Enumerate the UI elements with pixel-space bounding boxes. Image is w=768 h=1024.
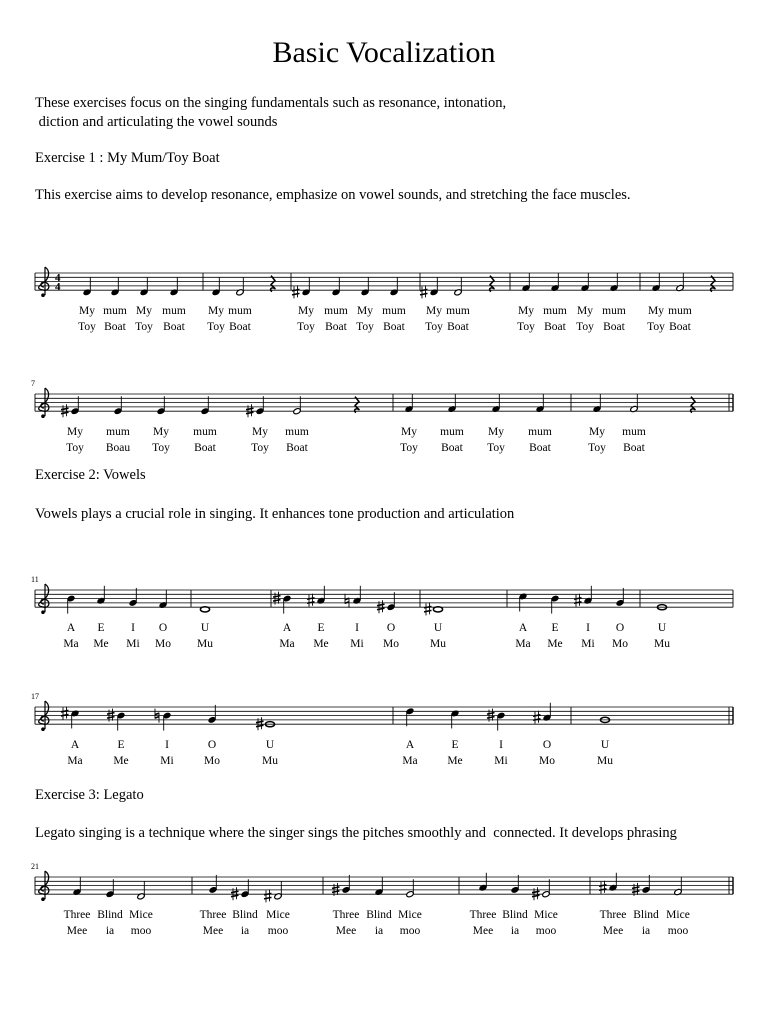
sharp-icon [246,404,254,417]
sharp-icon [256,717,264,730]
lyric-line-1: My [401,426,417,439]
quarter-note [610,273,619,292]
lyric-line-1: I [586,622,590,635]
lyric-line-2: Ma [515,638,531,651]
natural-icon [345,594,349,608]
lyric-line-1: O [158,622,168,635]
lyric-line-2: Mi [581,638,595,651]
lyric-line-1: mum [446,305,470,318]
lyric-line-1: My [648,305,664,318]
quarter-note [533,703,551,724]
lyric-line-1: My [67,426,83,439]
lyric-line-2: Mi [350,638,364,651]
lyric-line-2: Me [547,638,563,651]
staff-system-5 [31,862,733,937]
lyric-line-1: mum [228,305,252,318]
lyric-line-1: Three [599,909,627,922]
lyric-line-1: My [136,305,152,318]
lyric-line-1: I [165,739,169,752]
quarter-note [157,396,166,415]
intro-text: These exercises focus on the singing fundamentals such as resonance, intonation, diction and articulating the vowel sounds [35,95,507,130]
lyric-line-1: Mice [129,909,153,922]
quarter-note [307,586,325,607]
staff-system-4 [31,692,733,767]
lyric-line-1: E [451,739,459,752]
lyric-line-1: O [207,739,217,752]
quarter-note [551,273,560,292]
lyric-line-2: Mi [126,638,140,651]
lyric-line-2: Toy [588,442,606,455]
lyric-line-2: Toy [487,442,505,455]
lyric-line-2: Mu [654,638,670,651]
quarter-note [201,396,210,415]
lyric-line-1: My [208,305,224,318]
quarter-note [479,873,488,892]
half-note [293,396,302,415]
lyric-line-2: Toy [425,321,443,334]
lyric-line-1: E [551,622,559,635]
lyric-line-1: mum [193,426,217,439]
sharp-icon [377,600,385,613]
lyric-line-2: ia [240,925,250,938]
lyric-line-2: Toy [400,442,418,455]
quarter-note [492,394,501,413]
sharp-icon [533,711,541,724]
lyric-line-1: My [518,305,534,318]
lyric-line-1: U [600,739,610,752]
lyric-line-2: Boat [286,442,308,455]
treble-clef-icon [39,871,49,901]
quarter-note [451,710,460,729]
lyric-line-2: Toy [78,321,96,334]
time-signature-top: 4 [55,272,61,285]
sharp-icon [424,602,432,615]
quarter-note [67,595,76,614]
lyric-line-2: Toy [135,321,153,334]
lyric-line-2: moo [267,925,289,938]
quarter-note [581,273,590,292]
lyric-line-2: Toy [517,321,535,334]
lyric-line-1: O [386,622,396,635]
lyric-line-2: Mo [155,638,171,651]
lyric-line-1: My [153,426,169,439]
lyric-line-2: Mu [197,638,213,651]
sharp-icon [307,594,315,607]
quarter-note [114,396,123,415]
lyric-line-2: moo [399,925,421,938]
quarter-note [519,593,528,612]
quarter-note [390,277,399,296]
half-note [137,881,146,900]
page-title: Basic Vocalization [272,36,496,69]
lyric-line-2: Boat [194,442,216,455]
measure-number: 17 [31,692,39,701]
measure-number: 11 [31,575,39,584]
lyric-line-2: Mee [202,925,224,938]
lyric-line-1: mum [622,426,646,439]
quarter-note [111,277,120,296]
lyric-line-1: A [70,739,80,752]
lyric-line-1: mum [543,305,567,318]
lyric-line-2: Mo [204,755,220,768]
sharp-icon [231,887,239,900]
treble-clef-icon [39,584,49,614]
lyric-line-1: U [200,622,210,635]
lyric-line-1: E [317,622,325,635]
lyric-line-2: Mu [262,755,278,768]
half-note [676,273,685,292]
quarter-note [140,277,149,296]
lyric-line-2: Me [113,755,129,768]
quarter-note [97,586,106,605]
quarter-note [511,875,520,894]
lyric-line-2: ia [510,925,520,938]
lyric-line-2: Mu [430,638,446,651]
quarter-rest-icon [355,397,359,413]
lyric-line-2: Mee [602,925,624,938]
lyric-line-1: My [426,305,442,318]
quarter-note [106,879,115,898]
lyric-line-1: Blind [502,909,528,922]
quarter-note [405,394,414,413]
lyric-line-1: I [131,622,135,635]
lyric-line-2: Boat [383,321,405,334]
lyric-line-2: moo [130,925,152,938]
lyric-line-1: mum [324,305,348,318]
lyric-line-2: moo [535,925,557,938]
quarter-note [551,595,560,614]
lyric-line-1: Mice [398,909,422,922]
measure-number: 21 [31,862,39,871]
lyric-line-1: mum [668,305,692,318]
lyric-line-1: E [97,622,105,635]
lyric-line-1: My [577,305,593,318]
exercise-2-heading: Exercise 2: Vowels [35,467,146,483]
lyric-line-1: Mice [666,909,690,922]
lyric-line-1: mum [162,305,186,318]
quarter-note [652,273,661,292]
sharp-icon [264,889,272,902]
lyric-line-1: Three [332,909,360,922]
lyric-line-2: Mee [66,925,88,938]
lyric-line-1: U [433,622,443,635]
sharp-icon [532,887,540,900]
quarter-note [83,277,92,296]
exercise-1-heading: Exercise 1 : My Mum/Toy Boat [35,150,220,166]
quarter-note [593,394,602,413]
lyric-line-1: A [282,622,292,635]
lyric-line-1: Three [469,909,497,922]
lyric-line-1: O [615,622,625,635]
quarter-note [129,588,138,607]
lyric-line-1: Blind [97,909,123,922]
sharp-icon [574,594,582,607]
lyric-line-2: Toy [297,321,315,334]
lyric-line-1: My [252,426,268,439]
quarter-note [375,877,384,896]
lyric-line-1: Mice [534,909,558,922]
half-note [264,881,282,902]
staff-system-3 [31,575,733,650]
quarter-rest-icon [691,397,695,413]
quarter-note [448,394,457,413]
lyric-line-2: Toy [356,321,374,334]
lyric-line-2: Toy [152,442,170,455]
lyric-line-2: ia [641,925,651,938]
lyric-line-1: Blind [366,909,392,922]
quarter-note [73,877,82,896]
lyric-line-2: Me [447,755,463,768]
lyric-line-1: I [355,622,359,635]
whole-note [424,602,443,615]
lyric-line-2: Mo [612,638,628,651]
sharp-icon [61,404,69,417]
quarter-note [159,590,168,609]
lyric-line-2: Boau [105,442,131,455]
quarter-note [212,277,221,296]
exercise-2-description: Vowels plays a crucial role in singing. It enhances tone production and articulation [35,506,515,522]
half-note [236,277,245,296]
lyric-line-1: A [518,622,528,635]
lyric-line-1: My [79,305,95,318]
lyric-line-2: Ma [402,755,418,768]
quarter-note [522,273,531,292]
lyric-line-2: Boat [544,321,566,334]
lyric-line-1: Mice [266,909,290,922]
half-note [406,879,415,898]
lyric-line-2: moo [667,925,689,938]
quarter-note [406,708,415,727]
lyric-line-1: I [499,739,503,752]
quarter-rest-icon [271,276,275,292]
quarter-rest-icon [711,276,715,292]
quarter-note [616,588,625,607]
staff-system-2 [31,379,733,454]
quarter-note [170,277,179,296]
sharp-icon [599,881,607,894]
lyric-line-2: Mi [494,755,508,768]
quarter-note [599,873,617,894]
lyric-line-2: Ma [67,755,83,768]
lyric-line-1: mum [528,426,552,439]
quarter-note [332,277,341,296]
lyric-line-1: My [488,426,504,439]
lyric-line-1: mum [602,305,626,318]
quarter-note [292,277,310,298]
lyric-line-1: mum [106,426,130,439]
lyric-line-1: Three [199,909,227,922]
lyric-line-1: A [66,622,76,635]
lyric-line-1: E [117,739,125,752]
half-note [630,394,639,413]
sharp-icon [420,285,428,298]
lyric-line-1: Three [63,909,91,922]
lyric-line-2: Me [313,638,329,651]
quarter-note [536,394,545,413]
lyric-line-2: Boat [163,321,185,334]
quarter-note [208,705,217,724]
half-note [454,277,463,296]
lyric-line-1: mum [103,305,127,318]
lyric-line-2: Mo [383,638,399,651]
lyric-line-1: My [589,426,605,439]
lyric-line-1: A [405,739,415,752]
lyric-line-1: My [298,305,314,318]
whole-note [256,717,275,730]
half-note [674,877,683,896]
lyric-line-2: Toy [647,321,665,334]
lyric-line-2: Boat [447,321,469,334]
lyric-line-1: mum [382,305,406,318]
lyric-line-2: ia [105,925,115,938]
exercise-3-heading: Exercise 3: Legato [35,787,144,803]
lyric-line-2: Ma [63,638,79,651]
time-signature-bottom: 4 [55,281,61,294]
quarter-rest-icon [490,276,494,292]
lyric-line-2: Toy [251,442,269,455]
lyric-line-1: Blind [633,909,659,922]
lyric-line-2: Boat [104,321,126,334]
quarter-note [345,586,361,608]
exercise-3-description: Legato singing is a technique where the singer sings the pitches smoothly and connected. It develops phrasing [35,825,677,841]
staff-system-1 [35,267,733,333]
lyric-line-2: Mee [472,925,494,938]
quarter-note [61,706,79,728]
measure-number: 7 [31,379,35,388]
lyric-line-2: Toy [576,321,594,334]
quarter-note [361,277,370,296]
lyric-line-2: Boat [669,321,691,334]
quarter-note [209,875,218,894]
lyric-line-1: U [657,622,667,635]
lyric-line-2: Toy [207,321,225,334]
treble-clef-icon [39,701,49,731]
quarter-note [574,586,592,607]
lyric-line-1: U [265,739,275,752]
quarter-note [420,277,438,298]
lyric-line-2: Mu [597,755,613,768]
lyric-line-2: Boat [623,442,645,455]
sharp-icon [292,285,300,298]
lyric-line-2: Boat [325,321,347,334]
lyric-line-2: ia [374,925,384,938]
lyric-line-2: Ma [279,638,295,651]
lyric-line-2: Boat [529,442,551,455]
exercise-1-description: This exercise aims to develop resonance, emphasize on vowel sounds, and stretching the face muscles. [35,187,631,203]
lyric-line-2: Mo [539,755,555,768]
lyric-line-2: Mee [335,925,357,938]
lyric-line-2: Me [93,638,109,651]
lyric-line-2: Mi [160,755,174,768]
lyric-line-2: Boat [229,321,251,334]
lyric-line-2: Boat [603,321,625,334]
lyric-line-1: O [542,739,552,752]
lyric-line-1: My [357,305,373,318]
lyric-line-1: Blind [232,909,258,922]
lyric-line-2: Toy [66,442,84,455]
sharp-icon [61,706,69,719]
lyric-line-1: mum [440,426,464,439]
lyric-line-2: Boat [441,442,463,455]
lyric-line-1: mum [285,426,309,439]
